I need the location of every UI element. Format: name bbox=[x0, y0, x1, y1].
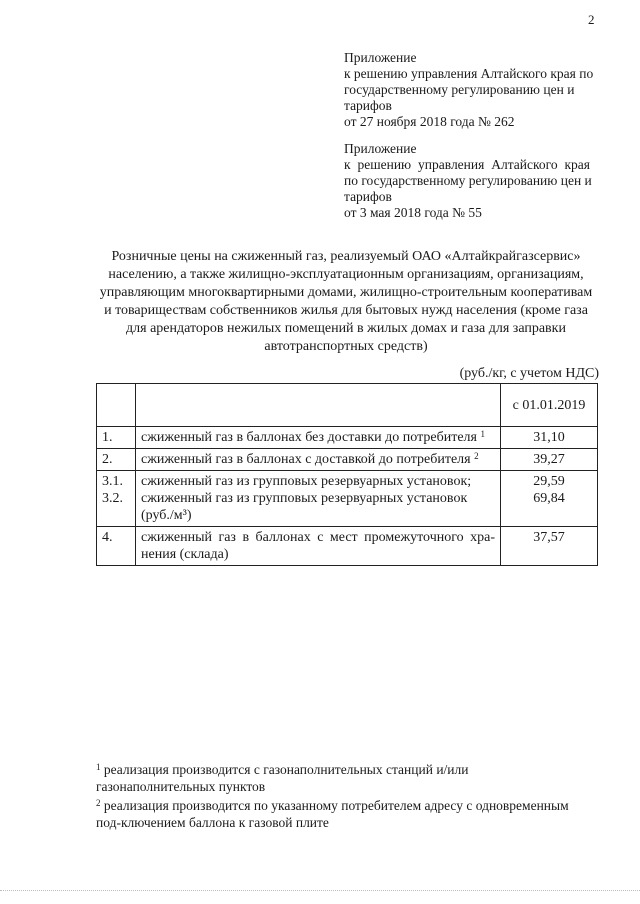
header-desc-cell bbox=[136, 384, 501, 427]
table-row bbox=[97, 471, 598, 527]
row-description-line: (руб./м³) bbox=[141, 508, 192, 523]
appendix-2-line: по государственному регулированию цен и bbox=[344, 173, 592, 188]
row-price: 39,27 bbox=[501, 449, 598, 471]
appendix-1-line: от 27 ноября 2018 года № 262 bbox=[344, 114, 515, 129]
row-number: 2. bbox=[97, 449, 136, 471]
title-line: и товариществам собственников жилья для бытовых нужд населения (кроме газа bbox=[104, 303, 588, 318]
appendix-1-line: к решению управления Алтайского края по bbox=[344, 66, 594, 81]
appendix-2-line: тарифов bbox=[344, 189, 392, 204]
row-number-line: 3.2. bbox=[102, 491, 123, 506]
appendix-1-line: государственному регулированию цен и bbox=[344, 82, 575, 97]
document-title bbox=[86, 248, 606, 356]
row-price: 31,10 bbox=[501, 427, 598, 449]
units-note: (руб./кг, с учетом НДС) bbox=[459, 366, 599, 381]
footnote bbox=[96, 761, 590, 795]
header-num-cell bbox=[97, 384, 136, 427]
table-row bbox=[97, 427, 598, 449]
appendix-1-line: Приложение bbox=[344, 50, 417, 65]
title-line: населению, а также жилищно-эксплуатационным организациям, организациям, bbox=[108, 267, 584, 282]
header-price-cell: с 01.01.2019 bbox=[501, 384, 598, 427]
appendix-header-1 bbox=[344, 50, 594, 130]
footnote-ref: 2 bbox=[474, 451, 479, 461]
row-description bbox=[136, 449, 501, 471]
row-description bbox=[136, 427, 501, 449]
row-description bbox=[136, 471, 501, 527]
footnote-text: реализация производится по указанному потребителем адресу с одновременным под-ключением баллона к газовой плите bbox=[96, 798, 569, 830]
footnote-mark: 1 bbox=[96, 762, 101, 772]
appendix-2-line: к решению управления Алтайского края bbox=[344, 157, 590, 172]
row-description-text: сжиженный газ в баллонах без доставки до потребителя bbox=[141, 430, 477, 445]
row-price: 37,57 bbox=[501, 527, 598, 566]
row-number-line: 3.1. bbox=[102, 474, 123, 489]
title-line: для арендаторов нежилых помещений в жилых домах и газа для заправки bbox=[126, 321, 566, 336]
appendix-header-2 bbox=[344, 141, 590, 221]
footnote-mark: 2 bbox=[96, 798, 101, 808]
footnote-ref: 1 bbox=[480, 429, 485, 439]
table-header-row bbox=[97, 384, 598, 427]
row-description-text: сжиженный газ в баллонах с доставкой до потребителя bbox=[141, 452, 471, 467]
row-number bbox=[97, 471, 136, 527]
row-price bbox=[501, 471, 598, 527]
row-description bbox=[136, 527, 501, 566]
row-price-line: 29,59 bbox=[533, 474, 565, 489]
row-description-line: нения (склада) bbox=[141, 547, 229, 562]
page-bottom-edge bbox=[0, 890, 640, 891]
footnote-text: реализация производится с газонаполнительных станций и/или газонаполнительных пунктов bbox=[96, 762, 469, 794]
price-table bbox=[96, 383, 598, 566]
row-description-line: сжиженный газ из групповых резервуарных установок bbox=[141, 491, 468, 506]
table-row bbox=[97, 449, 598, 471]
footnotes bbox=[96, 761, 590, 833]
row-description-line: сжиженный газ в баллонах с мест промежуточного хра- bbox=[141, 530, 495, 545]
table-row bbox=[97, 527, 598, 566]
appendix-1-line: тарифов bbox=[344, 98, 392, 113]
title-line: автотранспортных средств) bbox=[264, 339, 428, 354]
row-number: 4. bbox=[97, 527, 136, 566]
appendix-2-line: от 3 мая 2018 года № 55 bbox=[344, 205, 482, 220]
row-number: 1. bbox=[97, 427, 136, 449]
page-number: 2 bbox=[588, 12, 595, 27]
row-description-line: сжиженный газ из групповых резервуарных установок; bbox=[141, 474, 472, 489]
appendix-2-line: Приложение bbox=[344, 141, 417, 156]
title-line: управляющим многоквартирными домами, жилищно-строительным кооперативам bbox=[99, 285, 593, 300]
footnote bbox=[96, 797, 590, 831]
row-price-line: 69,84 bbox=[533, 491, 565, 506]
title-line: Розничные цены на сжиженный газ, реализуемый ОАО «Алтайкрайгазсервис» bbox=[111, 249, 581, 264]
